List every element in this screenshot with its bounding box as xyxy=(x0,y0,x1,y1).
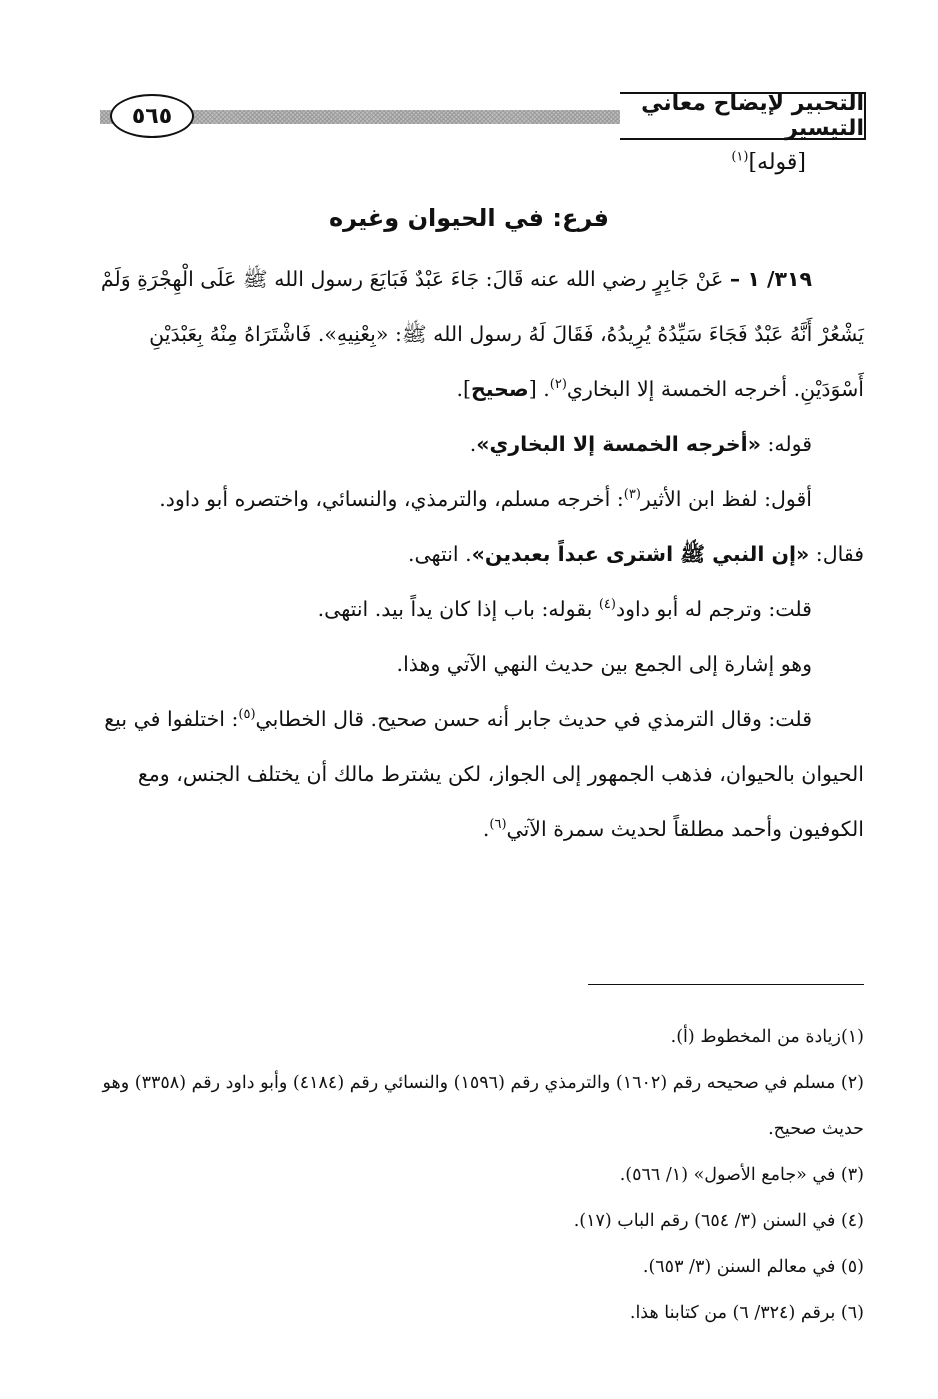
hadith-grade: صحيح xyxy=(471,377,529,401)
faqal-quote: «إن النبي ﷺ اشترى عبداً بعبدين» xyxy=(471,542,810,566)
footnote-6: (٦) برقم (٣٢٤/ ٦) من كتابنا هذا. xyxy=(629,1303,864,1323)
footnote-divider xyxy=(588,984,864,985)
qawluh-tail: . xyxy=(469,432,477,456)
footnotes xyxy=(78,1014,864,1336)
footnote-ref-2: (٢) xyxy=(549,377,567,393)
grade-close: ]. xyxy=(456,377,472,401)
hadith-number: ٣١٩/ ١ – xyxy=(729,267,812,291)
footnote-ref-6: (٦) xyxy=(489,817,507,833)
aqul-text-a: أقول: لفظ ابن الأثير xyxy=(640,487,812,511)
qult2-text-b: : اختلفوا في بيع الحيوان بالحيوان، فذهب الجمهور إلى الجواز، لكن يشترط مالك أن يختلف الجنس، ومع الكوفيون وأحمد مطلقاً لحديث سمرة الآتي xyxy=(104,707,864,841)
bracket-note xyxy=(506,150,806,175)
footnote-2: (٢) مسلم في صحيحه رقم (١٦٠٢) والترمذي رقم (١٥٩٦) والنسائي رقم (٤١٨٤) وأبو داود رقم (٣٣٥٨) وهو حديث صحيح. xyxy=(102,1073,864,1139)
bracket-note-text: [قوله] xyxy=(748,150,806,175)
faqal-tail: . انتهى. xyxy=(407,542,472,566)
footnote-ref-1: (١) xyxy=(731,149,749,165)
footnote-1: (١)زيادة من المخطوط (أ). xyxy=(670,1027,864,1047)
footnote-ref-4: (٤) xyxy=(598,597,616,613)
commentary-aqul xyxy=(78,472,864,527)
running-title: التحبير لإيضاح معاني التيسير xyxy=(620,92,866,140)
page-header xyxy=(100,92,866,140)
aqul-text-b: : أخرجه مسلم، والترمذي، والنسائي، واختصره أبو داود. xyxy=(159,487,624,511)
qult1-text-b: بقوله: باب إذا كان يداً بيد. انتهى. xyxy=(317,597,599,621)
commentary-faqal xyxy=(78,527,864,582)
commentary-wahuwa: وهو إشارة إلى الجمع بين حديث النهي الآتي وهذا. xyxy=(396,652,812,676)
qawluh-lead: قوله: xyxy=(760,432,812,456)
qawluh-quote: «أخرجه الخمسة إلا البخاري» xyxy=(476,432,761,456)
faqal-lead: فقال: xyxy=(809,542,864,566)
section-heading: فرع: في الحيوان وغيره xyxy=(329,204,609,232)
footnote-ref-3: (٣) xyxy=(623,487,641,503)
commentary-qawluh xyxy=(78,417,864,472)
footnote-3: (٣) في «جامع الأصول» (١/ ٥٦٦). xyxy=(619,1165,864,1185)
grade-open: . [ xyxy=(528,377,550,401)
footnote-ref-5: (٥) xyxy=(238,707,256,723)
footnote-4: (٤) في السنن (٣/ ٦٥٤) رقم الباب (١٧). xyxy=(573,1211,864,1231)
qult1-text-a: قلت: وترجم له أبو داود xyxy=(615,597,812,621)
hadith-paragraph xyxy=(78,252,864,417)
hadith-text: عَنْ جَابِرٍ رضي الله عنه قَالَ: جَاءَ عَبْدٌ فَبَايَعَ رسول الله ﷺ عَلَى الْهِجْرَةِ وَلَمْ يَشْعُرْ أَنَّهُ عَبْدٌ فَجَاءَ سَيِّدُهُ يُرِيدُهُ، فَقَالَ لَهُ رسول الله ﷺ: «بِعْنِيهِ». فَاشْتَرَاهُ مِنْهُ بِعَبْدَيْنِ أَسْوَدَيْنِ. أخرجه الخمسة إلا البخاري xyxy=(100,267,864,401)
footnote-5: (٥) في معالم السنن (٣/ ٦٥٣). xyxy=(642,1257,864,1277)
commentary-qult-2 xyxy=(78,692,864,857)
commentary-qult-1 xyxy=(78,582,864,637)
page-number: ٥٦٥ xyxy=(110,94,194,138)
main-text xyxy=(78,252,864,857)
qult2-text-a: قلت: وقال الترمذي في حديث جابر أنه حسن صحيح. قال الخطابي xyxy=(255,707,812,731)
qult2-text-c: . xyxy=(482,817,490,841)
